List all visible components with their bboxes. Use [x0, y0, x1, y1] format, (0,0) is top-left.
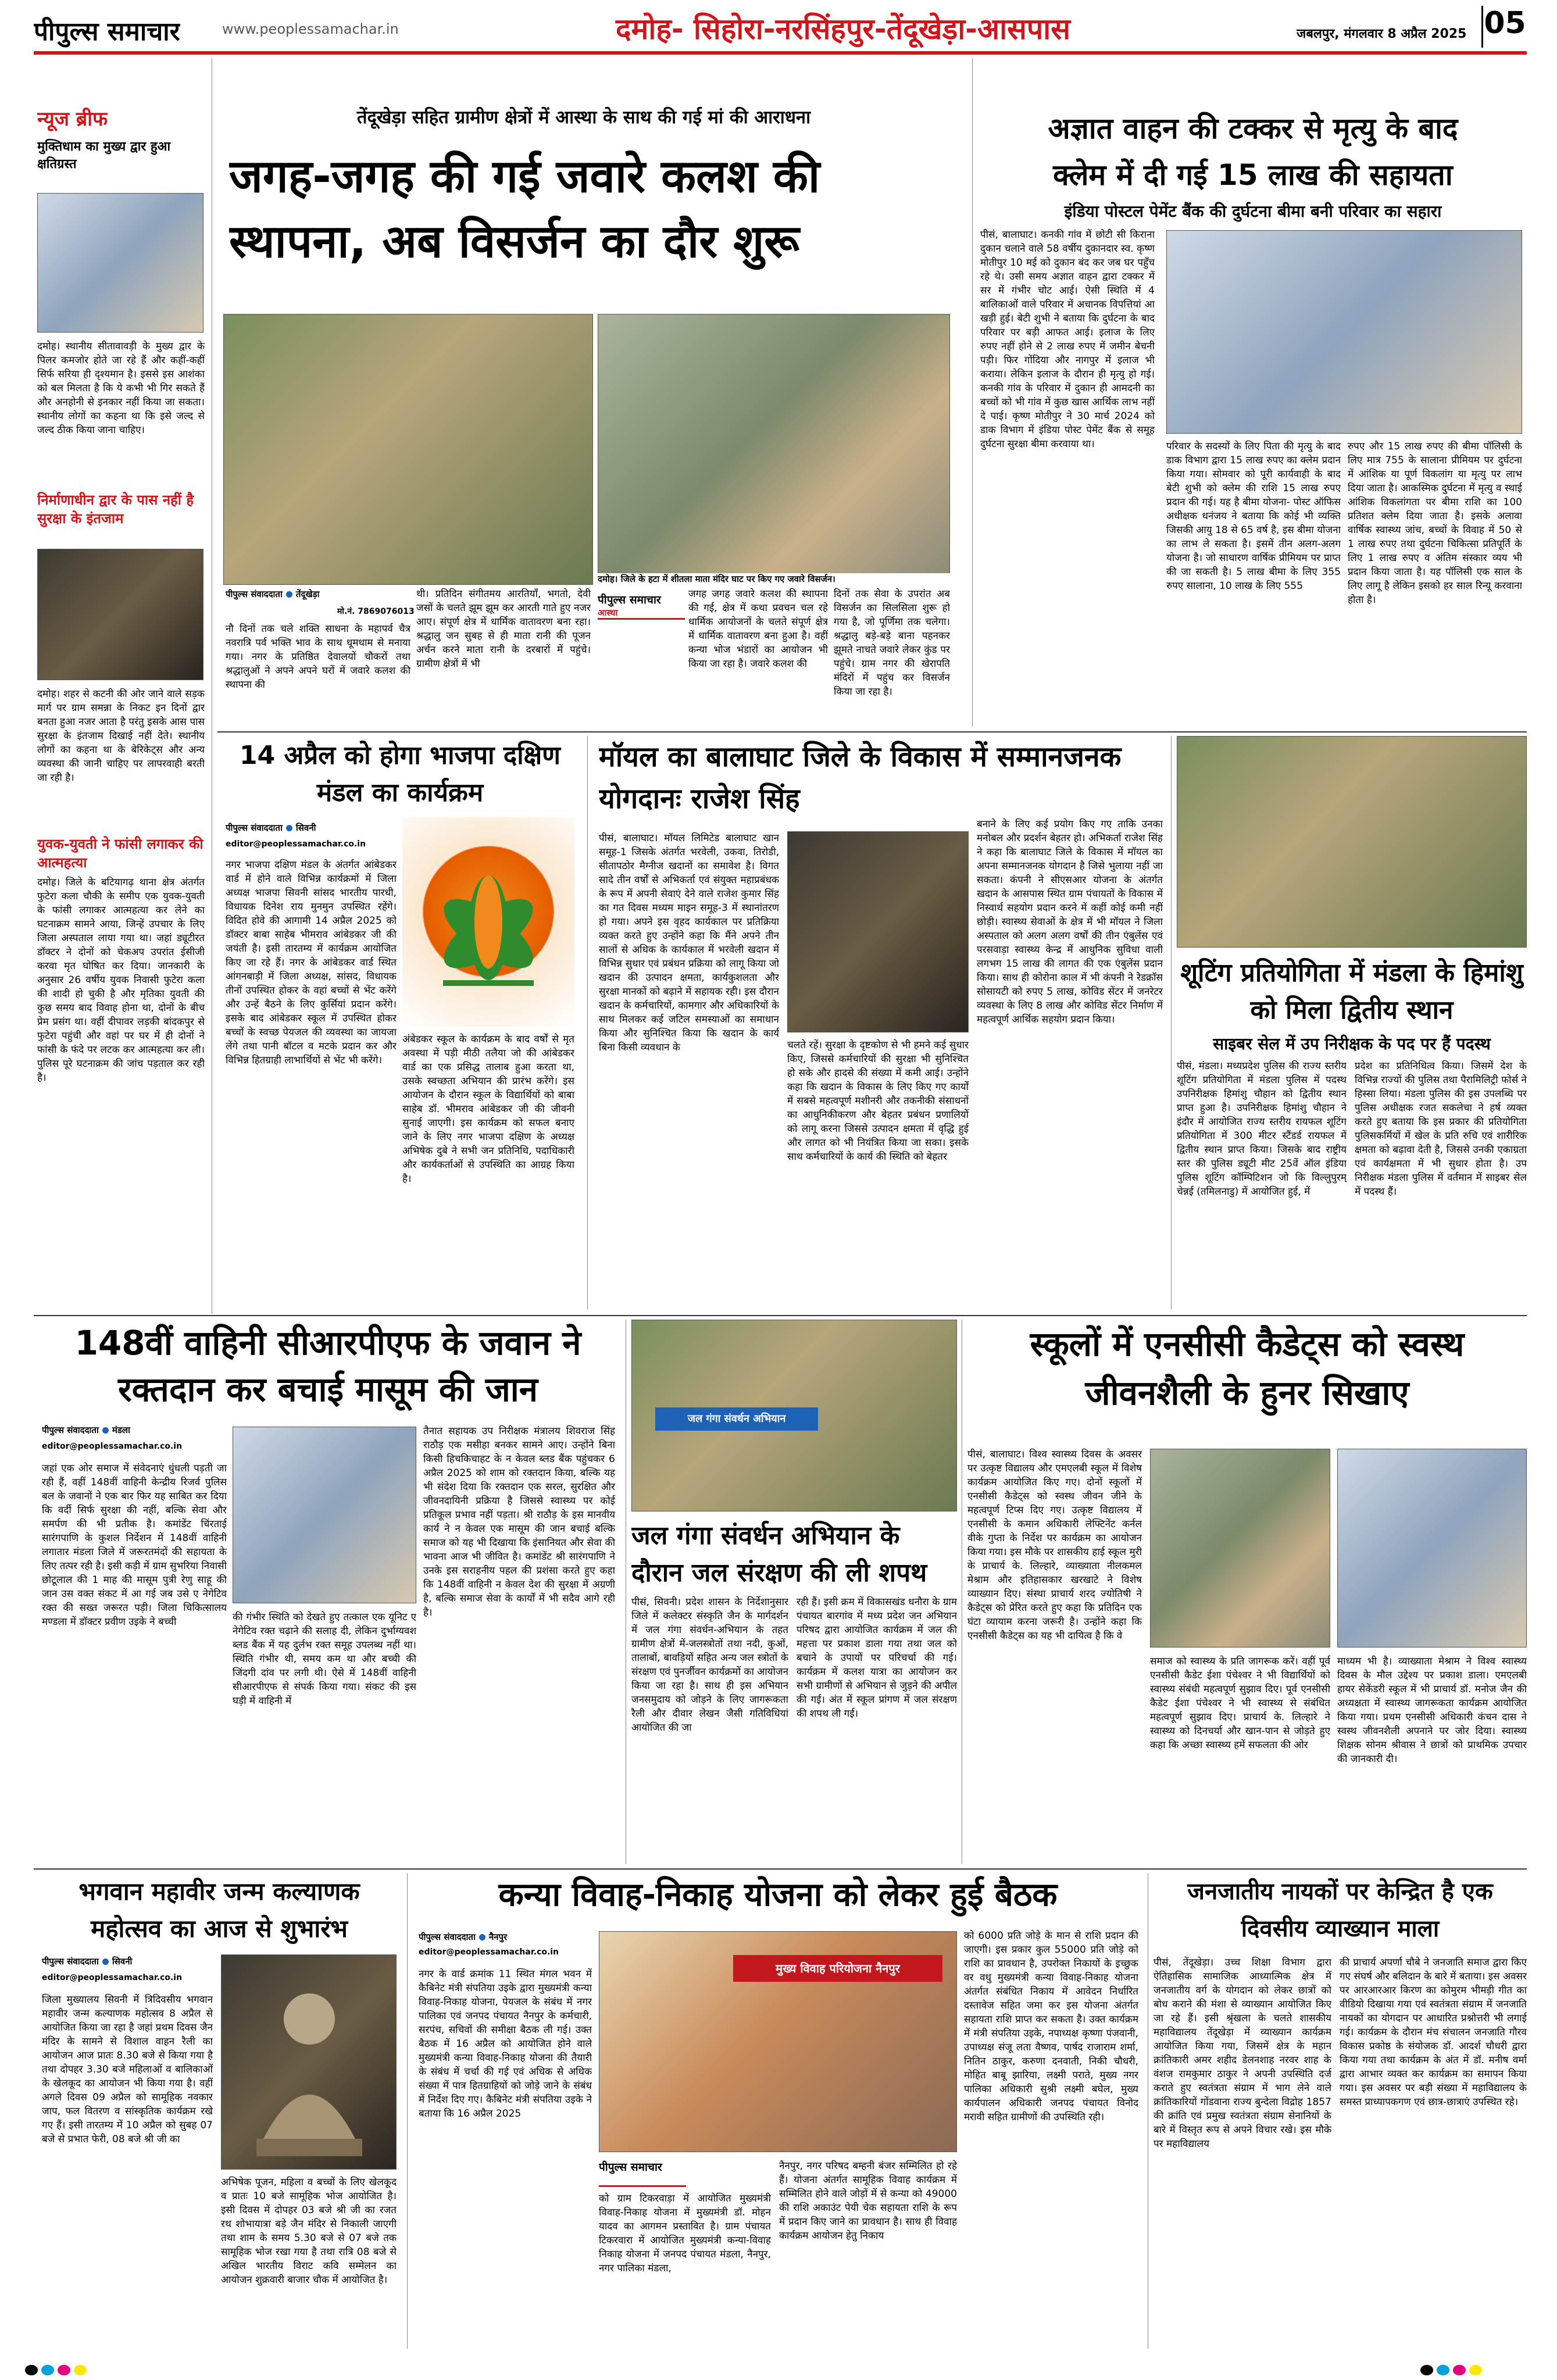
story-col-1: पीसं, बालाघाट। विश्व स्वास्थ्य दिवस के अवसर पर उत्कृष्ट विद्यालय और एमएलबी स्कूल में विशेष कार्यक्रम आयोजित किए गए। दोनों स्कूलों में एनसीसी कैडेट्स को स्वस्थ जीवन जीने के महत्वपूर्ण टिप्स दिए गए। उत्कृष्ट विद्यालय में एनसीसी के कमान अधिकारी लेफ्टिनेंट कर्नल वीके गुप्ता के निर्देश पर कार्यक्रम का आयोजन किया गया। इस मौके पर शासकीय हाई स्कूल मुरी के प्राचार्य के. लिल्हारे, व्याख्याता नीलकमल मेश्राम और इतिहासकार खरखाटे ने विशेष व्याख्यान दिए। संस्था प्राचार्य शरद ज्योतिषी ने कैडेट्स को प्रेरित करते हुए कहा कि प्रतिदिन एक घंटा व्यायाम करना जरूरी है। उन्होंने कहा कि एनसीसी कैडेट्स का यह भी दायित्व है कि वे	[967, 1449, 1142, 1642]
story-col-1: पीसं, सिवनी। प्रदेश शासन के निर्देशानुसार जिले में कलेक्टर संस्कृति जैन के मार्गदर्शन में जल गंगा संवर्धन-अभियान के तहत ग्रामीण क्षेत्रों में-जलस्त्रोतों तथा नदी, कुओं, तालाबों, बावड़ियों सहित अन्य जल स्त्रोतों के संरक्षण एवं पुनर्जीवन कार्यक्रमों का आयोजन किया जा रहा है। साथ ही इस अभियान जनसमुदाय को जोड़ने के लिए जागरूकता रैली और दीवार लेखन जैसी गतिविधियां आयोजित की जा	[631, 1596, 788, 1734]
story-col-2: की गंभीर स्थिति को देखते हुए तत्काल एक यूनिट ए नेगेटिव रक्त चढ़ाने की सलाह दी, लेकिन दुर्भाग्यवश ब्लड बैंक में यह दुर्लभ रक्त समूह उपलब्ध नहीं था। स्थिति गंभीर थी, समय कम था और बच्ची की जिंदगी दांव पर लगी थी। ऐसे में 148वीं वाहिनी सीआरपीएफ से संपर्क किया गया। संकट की इस घड़ी में वाहिनी में	[233, 1611, 416, 1707]
byline-dot	[102, 1959, 109, 1965]
story-col-3: जगह जगह जवारे कलश की स्थापना की गई, क्षेत्र में कथा प्रवचन चल रहे धार्मिक आयोजनों के चलते संपूर्ण क्षेत्र में धार्मिक वातावरण बना हुआ है। वहीं कन्या भोज भंडारों का आयोजन भी किया जा रहा है। जवारे कलश की	[688, 588, 828, 670]
brief-photo-construction	[37, 549, 203, 680]
story-col-1: नगर के वार्ड क्रमांक 11 स्थित मंगल भवन में कैबिनेट मंत्री संपतिया उइके द्वारा मुख्यमंत्री कन्या विवाह-निकाह योजना, पेयजल के संबंध में नगर पालिका एवं जनपद पंचायत नैनपुर के कर्मचारी, सरपंच, सचिवों की समीक्षा बैठक ली गई। उक्त बैठक में 16 अप्रैल को आयोजित होने वाले मुख्यमंत्री कन्या विवाह-निकाह योजना की तैयारी के संबंध में चर्चा की गई एवं अधिक से अधिक संख्या में पात्र हितग्राहियों को जोड़े जाने के संबंध में निर्देश दिए गए। कैबिनेट मंत्री संपतिया उइके ने बताया कि 16 अप्रैल 2025	[419, 1968, 592, 2120]
swatch-yellow	[1469, 2365, 1482, 2375]
story-byline	[42, 1424, 263, 1436]
idol-icon	[222, 1955, 397, 2170]
swatch-magenta	[58, 2365, 70, 2375]
story-postal-insurance	[979, 58, 1527, 727]
story-col-3: माध्यम भी है। व्याख्याता मेश्राम ने विश्व स्वास्थ्य दिवस के मौल उद्देश्य पर प्रकाश डाला। एमएलबी हायर सेकेंडरी स्कूल में भी प्राचार्य डॉ. मनोज जैन की अध्यक्षता में स्वास्थ्य जागरूकता कार्यक्रम आयोजित किया गया। प्रथम एनसीसी अधिकारी कंचन दास ने स्वस्थ जीवनशैली अपनाने पर जोर दिया। स्वास्थ्य शिक्षक सोनम श्रीवास ने छात्रों को प्राथमिक उपचार की जानकारी दी।	[1337, 1656, 1527, 1765]
story-jal-ganga	[631, 1320, 957, 1864]
banner: मुख्य विवाह परियोजना नैनपुर	[733, 1955, 942, 1982]
story-photo-students	[1337, 1449, 1527, 1648]
story-kanya-vivah	[413, 1873, 1143, 2349]
story-ncc-cadets	[967, 1320, 1527, 1864]
masthead-logo: पीपुल्स समाचार	[34, 17, 180, 47]
story-email[interactable]: editor@peoplessamachar.co.in	[42, 1973, 183, 1982]
brief-item-title: युवक-युवती ने फांसी लगाकर की आत्महत्या	[37, 836, 203, 871]
story-crpf-blood	[34, 1320, 621, 1864]
row-divider	[217, 731, 1527, 732]
swatch-cyan	[41, 2365, 54, 2375]
row-divider	[34, 1315, 1527, 1316]
story-headline: कन्या विवाह-निकाह योजना को लेकर हुई बैठक	[498, 1876, 1058, 1914]
story-email[interactable]: editor@peoplessamachar.co.in	[419, 1947, 559, 1957]
story-col-1: पीसं, मंडला। मध्यप्रदेश पुलिस की राज्य स्तरीय शूटिंग प्रतियोगिता में मंडला पुलिस में पदस्थ उपनिरीक्षक हिमांशु चौहान को द्वितीय स्थान प्राप्त हुआ है। उपनिरीक्षक हिमांशु चौहान ने इंदौर में आयोजित राज्य स्तरीय रायफल शूटिंग प्रतियोगिता में 300 मीटर स्टैंडर्ड रायफल में द्वितीय स्थान प्राप्त किया। जिसके बाद राष्ट्रीय स्तर की पुलिस ड्यूटी मीट 25वें ऑल इंडिया पुलिस शूटिंग कॉम्पिटिशन जो कि विल्लुपुरम् चेन्नई (तमिलनाडु) में आयोजित हुई, में	[1177, 1060, 1347, 1198]
byline-place: सिवनी	[295, 823, 316, 833]
bjp-lotus-logo	[402, 817, 574, 1027]
story-col-1: जहां एक ओर समाज में संवेदनाएं धुंधली पड़ती जा रही हैं, वहीं 148वीं वाहिनी केन्द्रीय रिजर्व पुलिस बल के जवानों ने एक बार फिर यह साबित कर दिया कि वर्दी सिर्फ सुरक्षा की नहीं, बल्कि सेवा और समर्पण की भी प्रतीक है। कमांडेंट चिंरताई सारंगपाणि के कुशल निर्देशन में 148वीं वाहिनी लगातार मंडला जिले में जरूरतमंदों की सहायता के लिए तत्पर रही है। इसी कड़ी में ग्राम सुभरिया निवासी छोटूलाल की 1 माह की मासूम पुत्री रेणु साहू की जान उस वक्त संकट में आ गई जब उसे ए नेगेटिव रक्त की सख्त जरूरत पड़ी। जिला चिकित्सालय मण्डला में डॉक्टर प्रवीण उइके ने बच्ची	[42, 1463, 227, 1628]
website-url[interactable]: www.peoplessamachar.in	[222, 21, 399, 37]
story-headline: मॉयल का बालाघाट जिले के विकास में सम्मानजनक योगदानः राजेश सिंह	[599, 741, 1122, 815]
story-byline	[42, 1956, 251, 1967]
issue-date: जबलपुर, मंगलवार 8 अप्रैल 2025	[1297, 27, 1467, 41]
story-col-1: नौ दिनों तक चले शक्ति साधना के महापर्व चैत्र नवरात्रि पर्व भक्ति भाव के साथ धूमधाम से मनाया गया। नगर के प्रतिष्ठित देवालयों चौकरों तथा श्रद्धालुओं ने अपने अपने घरों में जवारे कलश की स्थापना की	[226, 623, 410, 691]
story-col-4	[598, 623, 683, 629]
brief-label: न्यूज ब्रीफ	[37, 108, 108, 131]
story-col-2: को ग्राम टिकरवाड़ा में आयोजित मुख्यमंत्री विवाह-निकाह योजना में मुख्यमंत्री डॉ. मोहन यादव का आगमन प्रस्तावित है। ग्राम पंचायत टिकरवारा में आयोजित मुख्यमंत्री कन्या-विवाह निकाह योजना में जनपद पंचायत मंडला, नैनपुर, नगर पालिका मंडला,	[599, 2193, 771, 2274]
story-byline	[419, 1931, 628, 1943]
story-javare-kalash	[217, 58, 950, 727]
mini-logo-label: आस्था	[598, 607, 618, 618]
story-col-2: अंबेडकर स्कूल के कार्यक्रम के बाद वर्षों से मृत अवस्था में पड़ी मीठी तलैया जो की आंबेडकर वार्ड का एक प्रसिद्ध तालाब हुआ करता था, उसके स्वच्छता अभियान की प्रारंभ करेंगे। इस आयोजन के दौरान स्कूल के विद्यार्थियों को बाबा साहेब डॉ. भीमराव आंबेडकर जी की जीवनी सुनाई जाएगी। इस कार्यक्रम को सफल बनाए जाने के लिए नगर भाजपा दक्षिण के अध्यक्ष अभिषेक दुबे ने सभी जन प्रतिनिधि, पदाधिकारी और कार्यकर्ताओं से उपस्थिति का आग्रह किया है।	[402, 1034, 574, 1185]
story-col-2: की प्राचार्य अपर्णा चौबे ने जनजाति समाज द्वारा किए गए संघर्ष और बलिदान के बारे में बताया। इस अवसर पर आरआरआर किरण का कोमुरम भीमड़ी गीत का वीडियो दिखाया गया एवं स्वतंत्रता संग्राम में जनजाति नायकों का योगदान पर आधारित प्रश्नोत्तरी भी लगाई गई। कार्यक्रम के दौरान मंच संचालन जनजाति गौरव विकास प्रकोष्ठ के संयोजक डॉ. आदर्श चौधरी द्वारा किया गया तथा कार्यक्रम के अंत में डॉ. मनीष वर्मा द्वारा आभार व्यक्त कर कार्यक्रम का समापन किया गया। इस अवसर पर बड़ी संख्या में महाविद्यालय के समस्त प्राध्यापकगण एवं छात्र-छात्राएं उपस्थित रहे।	[1340, 1957, 1527, 2108]
brief-item-title: निर्माणाधीन द्वार के पास नहीं है सुरक्षा के इंतजाम	[37, 492, 194, 527]
story-mini-logo	[598, 592, 685, 620]
story-photo-cheque	[1166, 230, 1522, 434]
story-moil	[593, 736, 1166, 1309]
story-photo-award	[1177, 736, 1527, 948]
story-photo-pledge	[631, 1320, 957, 1511]
byline-dot	[102, 1427, 109, 1434]
story-email[interactable]: editor@peoplessamachar.co.in	[226, 839, 366, 849]
story-col-4: दिनों तक सेवा के उपरांत अब विसर्जन का सिलसिला शुरू हो गया है, जो पूर्णिमा तक चलेगा। श्रद्धालु बड़े-बड़े बाना पहनकर झूमते नाचते जवारे लेकर कुंड पर पहुंचे। ग्राम नगर की खेरापति मंदिरों में पहुंच कर विसर्जन किया जा रहा है।	[834, 588, 950, 698]
story-subhead: साइबर सेल में उप निरीक्षक के पद पर हैं पदस्थ	[1213, 1034, 1491, 1053]
story-col-3: नैनपुर, नगर परिषद बम्हनी बंजर सम्मिलित हो रहे हैं। योजना अंतर्गत सामूहिक विवाह कार्यक्रम में सम्मिलित होने वाले जोड़ों में से कन्या को 49000 की राशि अकाउंट पेयी चेक सहायता राशि के रूप में प्रदान किए जाने का प्रावधान है। साथ ही विवाह कार्यक्रम आयोजन हेतु निकाय	[779, 2160, 957, 2242]
mini-logo-text: पीपुल्स समाचार	[598, 594, 661, 606]
color-swatches	[1419, 2365, 1535, 2378]
story-headline: 148वीं वाहिनी सीआरपीएफ के जवान ने रक्तदान कर बचाई मासूम की जान	[74, 1323, 581, 1409]
story-col-2: समाज को स्वास्थ्य के प्रति जागरूक करें। वहीं पूर्व एनसीसी कैडेट ईशा पंचेश्वर ने भी विद्यार्थियों को स्वास्थ्य संबंधी महत्वपूर्ण सुझाव दिए। पूर्व एनसीसी कैडेट ईशा पंचेश्वर ने भी स्वास्थ्य से संबंधित महत्वपूर्ण सुझाव दिए। प्राचार्य के. लिल्हारे ने स्वास्थ्य को दिनचर्या और खान-पान से जोड़ते हुए कहा कि अच्छा स्वास्थ्य हमें सफलता की ओर	[1150, 1656, 1330, 1751]
story-col-4: को 6000 प्रति जोड़े के मान से राशि प्रदान की जाएगी। इस प्रकार कुल 55000 प्रति जोड़े को राशि का प्रावधान है, उपरोक्त निकायों के इच्छुक वर वधु मुख्यमंत्री कन्या विवाह-निकाह योजना अंतर्गत संबंधित निकाय में आवेदन निर्धारित दस्तावेज सहित जमा कर इस योजना अंतर्गत सहायता राशि प्राप्त कर सकता है। उक्त कार्यक्रम में मंत्री संपतिया उइके, नपाध्यक्ष कृष्णा पंजवानी, उपाध्यक्ष संजू लता वैष्णव, पार्षद राजाराम शर्मा, नितिन ठाकुर, करुणा दनवाती, निकी चौधरी, मोहित बाबू झारिया, लक्ष्मी पराते, मुख्य नगर पालिका अधिकारी सुश्री लक्ष्मी बघेल, मुख्य कार्यपालन अधिकारी जनपद पंचायत विनोद मरावी सहित ग्रामीणों की उपस्थिति रही।	[964, 1930, 1138, 2123]
story-photo-meeting	[599, 1931, 957, 2152]
story-mahavir-jayanti	[34, 1873, 402, 2349]
story-headline: क्लेम में दी गई 15 लाख की सहायता	[1053, 158, 1453, 192]
story-tribal-lecture	[1154, 1873, 1527, 2349]
story-col-3: बनाने के लिए कई प्रयोग किए गए ताकि उनका मनोबल और प्रदर्शन बेहतर हो। अभिकर्ता राजेश सिंह ने कहा कि बालाघाट जिले के विकास में मॉयल का अपना सम्मानजनक योगदान है जिसे भुलाया नहीं जा सकता। कंपनी ने सीएसआर योजना के अंतर्गत खदान के आसपास स्थित ग्राम पंचायतों के विकास में निस्वार्थ सहयोग प्रदान करने में कहीं कोई कमी नहीं छोड़ी। स्वास्थ्य सेवाओं के क्षेत्र में भी मॉयल ने जिला अस्पताल को अलग अलग वर्षों की तीन एंबुलेंस एवं परसवाड़ा स्वास्थ्य केन्द्र में आधुनिक सुविधा वाली लगभग 15 लाख की लागत की एक एंबुलेंस प्रदान किया। साथ ही कोरोना काल में भी कंपनी ने रेडक्रॉस सोसायटी को रुपए 5 लाख, कोविड सेंटर में जनरेटर व्यवस्था के लिए 8 लाख और कोविड सेंटर निर्माण में महत्वपूर्ण आर्थिक सहयोग प्रदान किया।	[977, 819, 1163, 1025]
story-headline: जगह-जगह की गई जवारे कलश की स्थापना, अब विसर्जन का दौर शुरू	[229, 151, 820, 268]
story-headline: 14 अप्रैल को होगा भाजपा दक्षिण मंडल का कार्यक्रम	[240, 741, 560, 807]
mini-logo-text: पीपुल्स समाचार	[599, 2161, 662, 2174]
byline-name: पीपुल्स संवाददाता	[419, 1932, 476, 1942]
story-headline: जल गंगा संवर्धन अभियान के दौरान जल संरक्षण की ली शपथ	[631, 1521, 927, 1588]
story-photo-river	[598, 314, 950, 574]
brief-item-text: दमोह। शहर से कटनी की ओर जाने वाले सड़क मार्ग पर ग्राम समन्ना के निकट इन दिनों द्वार बनता हुआ नजर आता है परंतु इसके आस पास सुरक्षा के इंतजाम दिखाई नहीं देते। स्थानीय लोगों का कहना था के बेरिकेट्स और अन्य व्यवस्था की जानी चाहिए पर लापरवाही बरती जा रही है।	[37, 688, 205, 784]
brief-item-title: मुक्तिधाम का मुख्य द्वार हुआ क्षतिग्रस्त	[37, 140, 171, 171]
brief-item-text: दमोह। स्थानीय सीतावावड़ी के मुख्य द्वार के पिलर कमजोर होते जा रहे हैं और कहीं-कहीं सिर्फ सरिया ही दृश्यमान है। इससे इस आशंका को बल मिलता है कि ये कभी भी गिर सकते हैं और अनहोनी से इनकार नहीं किया जा सकता। स्थानीय लोगों का कहना था कि इसे जल्द से जल्द ठीक किया जाना चाहिए।	[37, 341, 205, 436]
byline-dot	[479, 1934, 485, 1941]
byline-name: पीपुल्स संवाददाता	[42, 1956, 99, 1967]
masthead-bar	[0, 0, 1557, 51]
masthead-rule	[34, 51, 1527, 55]
story-bjp-program	[217, 736, 581, 1309]
story-headline: जनजातीय नायकों पर केन्द्रित है एक दिवसीय व्याख्यान माला	[1187, 1878, 1493, 1942]
story-col-2: परिवार के सदस्यों के लिए पिता की मृत्यु के बाद डाक विभाग द्वारा 15 लाख रुपए का क्लेम प्रदान किया गया। सोमवार को पूरी कार्यवाही के बाद बेटी शुभी को क्लेम की राशि 15 लाख रुपए प्रदान की गई। यह है बीमा योजना- पोस्ट ऑफिस अधीक्षक धनंजय ने बताया कि कोई भी व्यक्ति जिसकी आयु 18 से 65 वर्ष है, इस बीमा योजना का लाभ ले सकता है। इसमें तीन अलग-अलग योजना है। जो साधारण वार्षिक प्रीमियम पर प्राप्त की जा सकती है। 5 लाख बीमा के लिए 355 रुपए सालाना, 10 लाख के लिए 555	[1166, 441, 1341, 592]
byline-name: पीपुल्स संवाददाता	[42, 1425, 99, 1435]
story-shooting	[1177, 736, 1527, 1309]
column-divider	[972, 58, 973, 727]
story-photo-procession	[223, 314, 593, 585]
story-col-1: पीसं, बालाघाट। मॉयल लिमिटेड बालाघाट खान समूह-1 जिसके अंतर्गत भरवेली, उकवा, तिरोडी, सीतापठोर मैग्नीज खदानों का समावेश है। विगत सादे तीन वर्षों से अभिकर्ता एवं संयुक्त महाप्रबंधक के रूप में अपनी सेवाएं देने वाले राजेश कुमार सिंह का गत दिवस मध्यम माइन समूह-3 में स्थानांतरण हो गया। अपने इस वृहद कार्यकाल पर प्रतिक्रिया व्यक्त करते हुए उन्होंने कहा कि मैंने अपने तीन सालों से अधिक के कार्यकाल में भरवेली खदान में विभिन्न सुधार एवं प्रबंधन प्रक्रिया को लागू किया जो खदान की उत्पादन क्षमता, कार्यकुशलता और सुरक्षा मानकों को बढ़ाने में सहायक रही। इस दौरान खदान के कर्मचारियों, कामगार और अधिकारियों के साथ मिलकर कई जटिल समस्याओं का समाधान किया और सुनिश्चित किया कि खदान के कार्य बिना किसी व्यवधान के	[599, 832, 779, 1053]
byline-place: नैनपुर	[488, 1932, 508, 1942]
byline-place: मंडला	[112, 1425, 130, 1435]
swatch-cyan	[1437, 2365, 1449, 2375]
story-photo-mahavir-idol	[221, 1954, 397, 2170]
byline-place: तेंदूखेड़ा	[295, 589, 320, 599]
brief-item-text: दमोह। जिले के बटियागढ़ थाना क्षेत्र अंतर्गत फुटेरा कला चौकी के समीप एक युवक-युवती के फांसी लगाकर आत्महत्या कर लेने का घटनाक्रम सामने आया, जिन्हें उपचार के लिए जिला अस्पताल लाया गया था। जहां ड्यूटीरत डॉक्टर ने दोनों को चेकअप उपरांत ईसीजी करवा मृत घोषित कर दिया। जानकारी के अनुसार 26 वर्षीय युवक निवासी फुटेरा कला की शादी हो चुकी है और मृतिका युवती की कुछ समय बाद विवाह होना था, दोनों के बीच प्रेम प्रसंग था। वहीं दीपावर लड़की बांदकपुर से फुटेरा पहुंची और वहां पर घर में ही दोनों ने फांसी के फंदे पर लटक कर आत्महत्या कर ली। पुलिस पूरे घटनाक्रम की जांच पड़ताल कर रही है।	[37, 877, 205, 1084]
story-headline: अज्ञात वाहन की टक्कर से मृत्यु के बाद	[1048, 112, 1458, 145]
swatch-black	[25, 2365, 38, 2375]
story-col-1: पीसं, बालाघाट। कनकी गांव में छोटी सी किराना दुकान चलाने वाले 58 वर्षीय दुकानदार स्व. कृष्ण मोतीपुर 10 मई को दुकान बंद कर जब घर पहुँच रहे थे। उसी समय अज्ञात वाहन द्वारा टक्कर में सर में गंभीर चोट आई। ऐसी स्थिति में 4 बालिकाओं वाले परिवार में अचानक विपत्तियां आ खड़ी हुई। बेटी शुभी ने बताया कि दुर्घटना के बाद परिवार पर बड़ी आफत आई। इलाज के लिए रुपए नहीं होने से 2 लाख रुपए में जमीन बेचनी पड़ी। फिर गोंदिया और नागपुर में इलाज भी कराया। लेकिन इलाज के दौरान ही मृत्यु हो गई। कनकी गांव के परिवार में दुकान ही आमदनी का बच्चों को भी गांव में कुछ खास आर्थिक लाभ नहीं दे पाई। कृष्ण मोतीपुर ने 30 मार्च 2024 को डाक विभाग में इंडिया पोस्ट पेमेंट बैंक से समूह दुर्घटना सुरक्षा बीमा करवाया था।	[980, 229, 1155, 450]
news-brief-column	[34, 58, 208, 1314]
story-col-3: तैनात सहायक उप निरीक्षक मंत्रालय शिवराज सिंह राठौड़ एक मसीहा बनकर सामने आए। उन्होंने बिना किसी हिचकिचाहट के न केवल ब्लड बैंक पहुंचकर 6 अप्रैल 2025 को शाम को रक्तदान किया, बल्कि यह भी संदेश दिया कि रक्तदान एक सरल, सुरक्षित और जीवनदायिनी प्रक्रिया है जिससे स्वास्थ्य पर कोई प्रतिकूल प्रभाव नहीं पड़ता। श्री राठौड़ के इस मानवीय कार्य ने न केवल एक मासूम की जान बचाई बल्कि समाज को यह भी दिखाया कि इंसानियत और सेवा की भावना आज भी जीवित है। कमांडेंट श्री सारंगपाणि ने उनके इस सराहनीय पहल की प्रशंसा करते हुए कहा कि 148वीं वाहिनी न केवल देश की सुरक्षा में अग्रणी है, बल्कि समाज सेवा के कार्यों में भी सदैव आगे रही है।	[423, 1425, 615, 1618]
story-photo-classroom	[1150, 1449, 1330, 1648]
story-col-3: रुपए और 15 लाख रुपए की बीमा पॉलिसी के लिए मात्र 755 के सालाना प्रीमियम पर दुर्घटना में आंशिक या पूर्ण विकलांग या मृत्यु पर लाभ दिया जाता है। आकस्मिक दुर्घटना में मृत्यु व स्थाई आंशिक विकलांगता पर बीमा राशि का 100 प्रतिशत क्लेम दिया जाता है। इसके अलावा वार्षिक स्वास्थ्य जांच, बच्चों के विवाह में 50 से 1 लाख रुपए तथा दुर्घटना चिकित्सा प्रतिपूर्ति के लिए 1 लाख रुपए व अंतिम संस्कार व्यय भी प्रदान किया जाता है। यह पॉलिसी एक साल के लिए लागू है लेकिन इसको हर साल रिन्यू करवाना होता है।	[1348, 441, 1522, 606]
swatch-black	[1420, 2365, 1433, 2375]
brief-photo-gate	[37, 193, 203, 333]
story-photo-rajesh-singh	[787, 831, 969, 1032]
story-col-1: जिला मुख्यालय सिवनी में त्रिदिवसीय भगवान महावीर जन्म कल्याणक महोत्सव 8 अप्रैल से आयोजित किया जा रहा है जहां प्रथम दिवस जैन मंदिर के सामने से विशाल वाहन रैली का आयोजन आज प्रातः 8.30 बजे से किया गया है तथा दोपहर 3.30 बजे महिलाओं व बालिकाओं के खेलकूद का आयोजन भी किया गया है। वहीं अगले दिवस 09 अप्रैल को सामूहिक नवकार जाप, फल वितरण व सांस्कृतिक कार्यक्रम रखे गए हैं। इसी तारतम्य में 10 अप्रैल को सुबह 07 बजे से प्रभात फेरी, 08 बजे श्री जी का	[42, 1994, 213, 2145]
story-col-1: पीसं, तेंदूखेड़ा। उच्च शिक्षा विभाग द्वारा ऐतिहासिक सामाजिक आध्यात्मिक क्षेत्र में जनजातीय वर्ग के योगदान को लेकर छात्रों को बोध कराने की मंशा से व्याख्यान आयोजित किए जा रहे हैं। इसी श्रृंखला के चलते शासकीय महाविद्यालय तेंदूखेड़ा में व्याख्यान कार्यक्रम आयोजित किया गया, जिसमें क्षेत्र के महान क्रांतिकारी अमर शहीद डेलनशाह नरवर शाह के वंशज रामकुमार ठाकुर ने अपनी उपस्थिति दर्ज कराते हुए स्वतंत्रता संग्राम में भाग लेने वाले क्रांतिकारियों गोंडवाना राज्य बुन्देला विद्रोह 1857 की क्रांति एवं प्रमुख स्वतंत्रता संग्राम सेनानियों के बारे में विस्तृत रूप से अपने विचार रखे। इस मौके पर महाविद्यालय	[1154, 1957, 1331, 2150]
footer-crop-marks	[0, 2360, 1557, 2380]
story-col-2: प्रदेश का प्रतिनिधित्व किया। जिसमें देश के विभिन्न राज्यों की पुलिस तथा पैरामिलिट्री फोर्स ने हिस्सा लिया। मंडला पुलिस की इस उपलब्धि पर पुलिस अधीक्षक रजत सकलेचा ने हर्ष व्यक्त करते हुए बताया कि इस प्रकार की प्रतियोगिता पुलिसकर्मियों में खेल के प्रति रुचि एवं शारीरिक क्षमता को बढ़ावा देती है, जिससे उनकी एकाग्रता एवं कार्यक्षमता में भी सुधार होता है। उप निरीक्षक मंडला पुलिस में वर्तमान में साइबर सेल में पदस्थ हैं।	[1355, 1060, 1527, 1198]
story-photo-blood-donation	[233, 1427, 416, 1603]
swatch-magenta	[1453, 2365, 1466, 2375]
byline-name: पीपुल्स संवाददाता	[226, 823, 283, 833]
byline-dot	[286, 591, 292, 598]
story-headline: भगवान महावीर जन्म कल्याणक महोत्सव का आज से शुभारंभ	[78, 1877, 360, 1943]
column-divider	[1171, 736, 1172, 1309]
story-email[interactable]: editor@peoplessamachar.co.in	[42, 1442, 183, 1451]
story-col-2: चलते रहें। सुरक्षा के दृष्टकोण से भी हमने कई सुधार किए, जिससे कर्मचारियों की सुरक्षा भी सुनिश्चित हो सके और हादसे की संख्या में कमी आई। उन्होंने कहा कि खदान के विकास के लिए किए गए कार्यों में सबसे महत्वपूर्ण मशीनरी और तकनीकी संसाधनों का आधुनिकीकरण और बेहतर प्रबंधन प्रणालियों को लागू करना जिससे उत्पादन क्षमता में वृद्धि हुई और लागत को भी नियंत्रित किया जा सका। इसके साथ कर्मचारियों के कार्य की स्थिति को बेहतर	[787, 1039, 969, 1163]
story-subhead: इंडिया पोस्टल पेमेंट बैंक की दुर्घटना बीमा बनी परिवार का सहारा	[1064, 202, 1442, 221]
byline-dot	[286, 825, 292, 831]
story-headline: स्कूलों में एनसीसी कैडेट्स को स्वस्थ जीवनशैली के हुनर सिखाए	[1030, 1324, 1465, 1413]
story-headline: शूटिंग प्रतियोगिता में मंडला के हिमांशु को मिला द्वितीय स्थान	[1180, 958, 1523, 1025]
color-swatches	[23, 2365, 140, 2378]
byline-place: सिवनी	[112, 1956, 133, 1967]
banner: जल गंगा संवर्धन अभियान	[655, 1407, 818, 1431]
story-col-2: थी। प्रतिदिन संगीतमय आरतियाँ, भगतो, देवी जसों के चलते झूम झूम कर आरती गाते हुए नजर आए। संपूर्ण क्षेत्र में धार्मिक वातावरण बना रहा। श्रद्धालु जन सुबह से ही माता रानी की पूजन अर्चन करने माता रानी के दरबारों में पहुंचे। ग्रामीण क्षेत्रों में भी	[416, 588, 591, 670]
edition-title: दमोह- सिहोरा-नरसिंहपुर-तेंदूखेड़ा-आसपास	[615, 12, 1071, 46]
column-divider	[587, 736, 588, 1309]
story-photo-caption: दमोह। जिले के हटा में शीतला माता मंदिर घाट पर किए गए जवारे विसर्जन।	[598, 573, 950, 587]
swatch-yellow	[74, 2365, 87, 2375]
column-divider	[407, 1873, 408, 2349]
row-divider	[34, 1868, 1527, 1870]
page-number: 05	[1481, 6, 1527, 48]
story-byline	[226, 588, 417, 600]
byline-name: पीपुल्स संवाददाता	[226, 589, 283, 599]
story-col-1: नगर भाजपा दक्षिण मंडल के अंतर्गत आंबेडकर वार्ड में होने वाले विभिन्न कार्यक्रमों में जिला अध्यक्ष भाजपा सिवनी सांसद भारतीय पारधी, विधायक दिनेश राय मुनमुन उपस्थित रहेंगे। विदित होवे की आगामी 14 अप्रैल 2025 को डॉक्टर बाबा साहेब भीमराव आंबेडकर जी की जयंती है। इसी तारतम्य में कार्यक्रम आयोजित किए जा रहे हैं। नगर के आंबेडकर वार्ड स्थित आंगनबाड़ी में जिला अध्यक्ष, सांसद, विधायक तीनों उपस्थित होकर के वहां बच्चों से भेंट करेंगे और उन्हें बैठने के लिए कुर्सियां प्रदान करेंगे। इसके बाद आंबेडकर स्कूल में उपस्थित होकर बच्चों के स्वच्छ पेयजल की व्यवस्था का जायजा लेंगे तथा पानी बॉटल व मटके प्रदान कर और विभिन्न हितग्राही लाभार्थियों से भेंट भी करेंगे।	[226, 859, 397, 1066]
story-col-2: अभिषेक पूजन, महिला व बच्चों के लिए खेलकूद व प्रातः 10 बजे सामूहिक भोज आयोजित है। इसी दिवस में दोपहर 03 बजे श्री जी का रजत रथ शोभायात्रा बड़े जैन मंदिर से निकाली जाएगी तथा शाम के समय 5.30 बजे से 07 बजे तक सामूहिक भोज रखा गया है तथा रात्रि 08 बजे से अखिल भारतीय विराट कवि सम्मेलन का आयोजन शुक्रवारी बाजार चौक में आयोजित है।	[221, 2177, 397, 2286]
lotus-icon	[402, 817, 574, 1027]
story-mobile: मो.नं. 7869076013	[337, 607, 415, 616]
story-mini-logo	[599, 2159, 686, 2187]
story-col-2: रही हैं। इसी क्रम में विकासखंड धनौरा के ग्राम पंचायत बारगांव में मध्य प्रदेश जन अभियान परिषद द्वारा आयोजित कार्यक्रम में जल की महत्ता पर प्रकाश डाला गया तथा जल को बचाने के उपायों पर परिचर्चा की गई। कार्यक्रम में कलश यात्रा का आयोजन कर सभी ग्रामीणों से अभियान से जुड़ने की अपील की गई। अंत में स्कूल प्रांगण में जल संरक्षण की शपथ ली गई।	[797, 1596, 957, 1720]
story-kicker: तेंदूखेड़ा सहित ग्रामीण क्षेत्रों में आस्था के साथ की गई मां की आराधना	[356, 107, 811, 128]
